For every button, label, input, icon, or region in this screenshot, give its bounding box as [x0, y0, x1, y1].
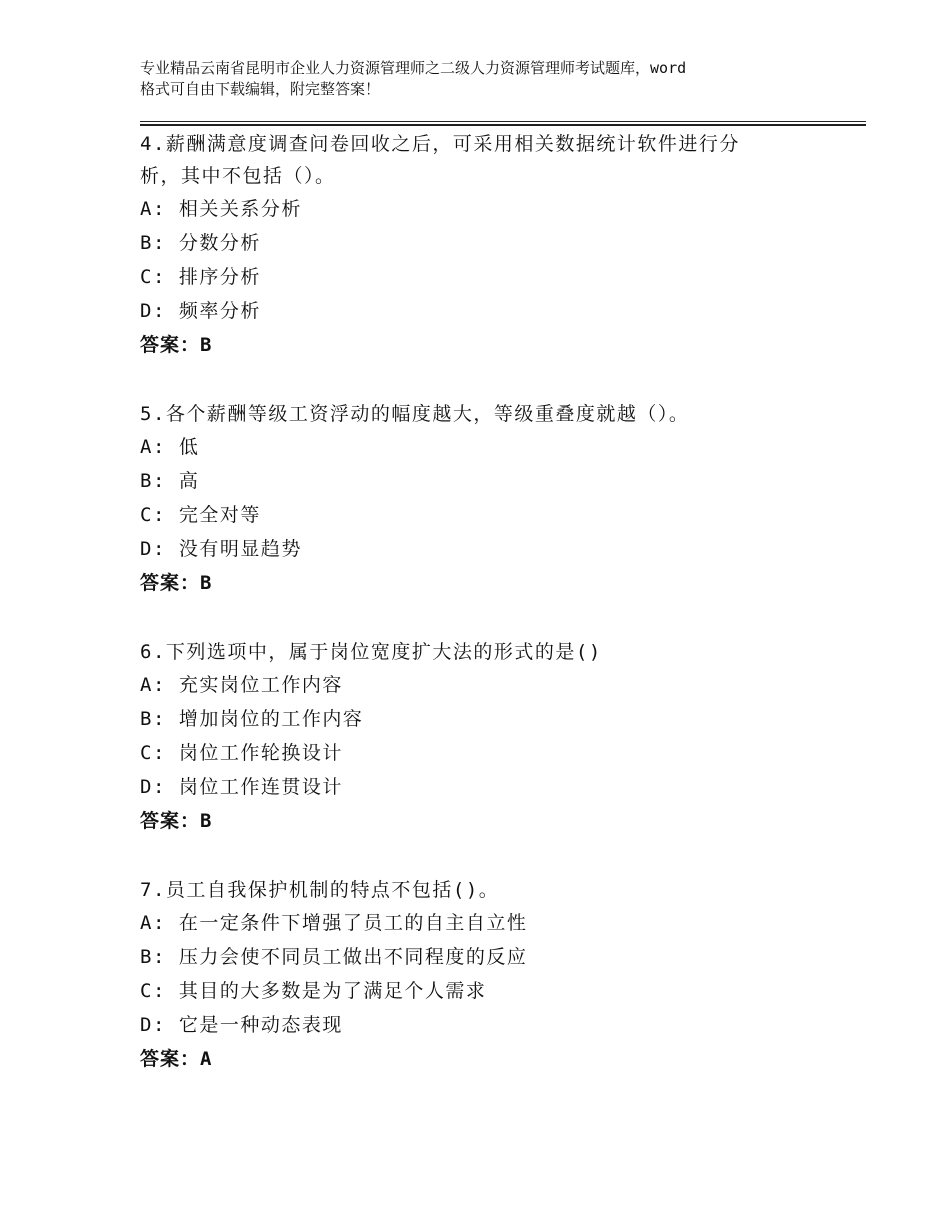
question-6 — [140, 636, 800, 838]
header-line-2: 格式可自由下载编辑，附完整答案！ — [140, 80, 381, 98]
question-stem-line: 析，其中不包括（）。 — [140, 165, 336, 187]
question-stem-line: 5.各个薪酬等级工资浮动的幅度越大，等级重叠度就越（）。 — [140, 403, 690, 425]
option-d: D: 岗位工作连贯设计 — [140, 776, 343, 798]
option-d: D: 没有明显趋势 — [140, 538, 302, 560]
document-header — [140, 58, 840, 100]
option-b: B: 增加岗位的工作内容 — [140, 708, 364, 730]
option-b: B: 高 — [140, 470, 200, 492]
option-c: C: 岗位工作轮换设计 — [140, 742, 343, 764]
option-a: A: 相关关系分析 — [140, 198, 302, 220]
header-line-1: 专业精品云南省昆明市企业人力资源管理师之二级人力资源管理师考试题库，word — [140, 59, 687, 77]
option-d: D: 它是一种动态表现 — [140, 1014, 343, 1036]
answer-label: 答案：B — [140, 810, 213, 832]
question-stem-line: 4.薪酬满意度调查问卷回收之后，可采用相关数据统计软件进行分 — [140, 133, 740, 155]
question-7 — [140, 874, 800, 1076]
option-c: C: 其目的大多数是为了满足个人需求 — [140, 980, 487, 1002]
question-stem-line: 6.下列选项中，属于岗位宽度扩大法的形式的是() — [140, 641, 602, 663]
question-4 — [140, 128, 800, 362]
option-c: C: 排序分析 — [140, 266, 261, 288]
option-a: A: 低 — [140, 436, 200, 458]
answer-label: 答案：A — [140, 1048, 213, 1070]
question-5 — [140, 398, 800, 600]
question-stem-line: 7.员工自我保护机制的特点不包括()。 — [140, 879, 500, 901]
header-divider-thick — [140, 124, 866, 126]
option-c: C: 完全对等 — [140, 504, 261, 526]
answer-label: 答案：B — [140, 572, 213, 594]
answer-label: 答案：B — [140, 334, 213, 356]
option-b: B: 分数分析 — [140, 232, 261, 254]
option-d: D: 频率分析 — [140, 300, 261, 322]
option-a: A: 在一定条件下增强了员工的自主自立性 — [140, 912, 528, 934]
header-divider-thin — [140, 121, 866, 122]
question-list — [140, 128, 800, 1076]
option-a: A: 充实岗位工作内容 — [140, 674, 343, 696]
option-b: B: 压力会使不同员工做出不同程度的反应 — [140, 946, 528, 968]
